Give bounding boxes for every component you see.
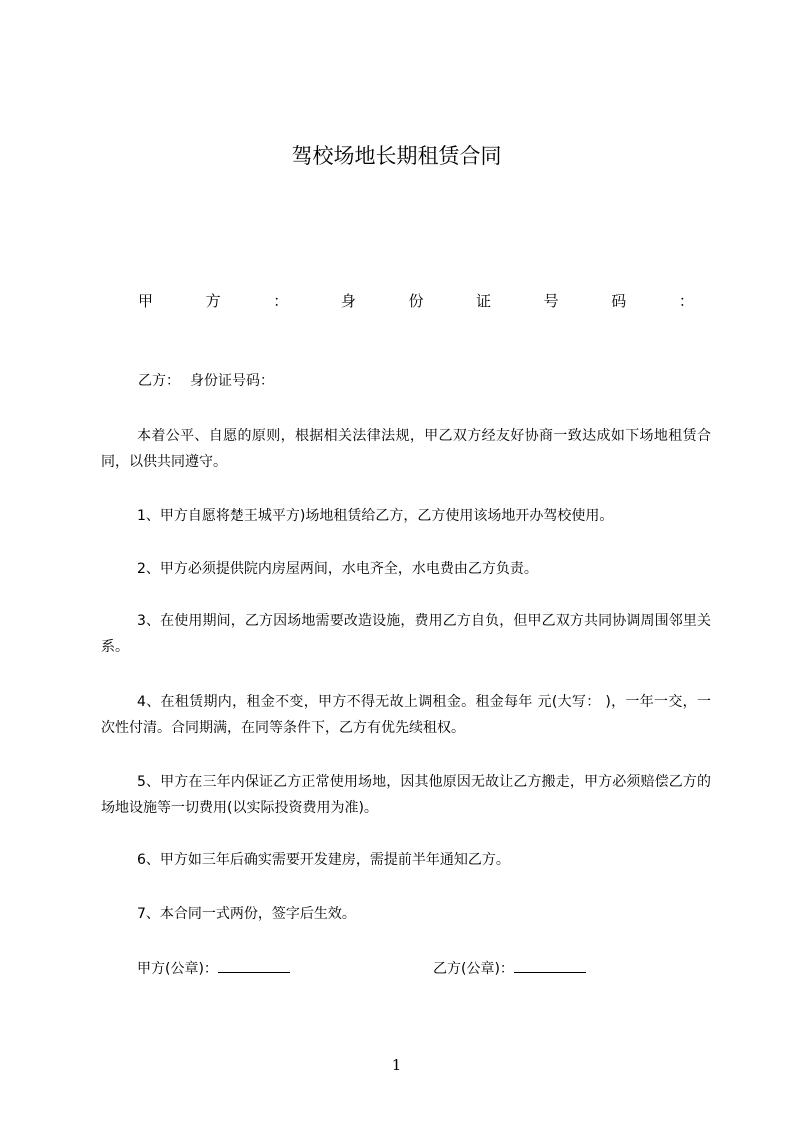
party-a-char: 份 xyxy=(408,292,424,310)
party-a-char: 证 xyxy=(476,292,492,310)
signature-a-blank xyxy=(218,958,290,973)
party-a-char: 甲 xyxy=(138,292,154,310)
clause-6: 6、甲方如三年后确实需要开发建房，需提前半年通知乙方。 xyxy=(137,852,510,868)
clause-5: 5、甲方在三年内保证乙方正常使用场地，因其他原因无故让乙方搬走，甲方必须赔偿乙方的场地设施等一切费用(以实际投资费用为准)。 xyxy=(101,774,711,816)
party-a-char: ： xyxy=(678,292,694,310)
document-title: 驾校场地长期租赁合同 xyxy=(291,144,502,168)
clause-7: 7、本合同一式两份，签字后生效。 xyxy=(137,906,356,922)
clause-3: 3、在使用期间，乙方因场地需要改造设施，费用乙方自负，但甲乙双方共同协调周围邻里关系。 xyxy=(101,613,711,655)
clause-1: 1、甲方自愿将楚王城平方)场地租赁给乙方，乙方使用该场地开办驾校使用。 xyxy=(137,508,614,524)
signature-party-b xyxy=(433,958,586,979)
party-b-label: 乙方： xyxy=(138,373,180,389)
signature-b-blank xyxy=(514,958,586,973)
signature-a-label: 甲方(公章)： xyxy=(137,961,218,977)
page-number: 1 xyxy=(391,1056,402,1074)
party-b-line xyxy=(138,371,274,391)
signature-party-a xyxy=(137,958,290,979)
party-a-char: 方 xyxy=(205,292,221,310)
party-a-char: 身 xyxy=(340,292,356,310)
intro-paragraph: 本着公平、自愿的原则，根据相关法律法规，甲乙双方经友好协商一致达成如下场地租赁合同，以供共同遵守。 xyxy=(101,428,711,470)
signature-b-label: 乙方(公章)： xyxy=(433,961,514,977)
party-a-char: 码 xyxy=(611,292,627,310)
party-b-id-label: 身份证号码： xyxy=(190,373,274,389)
clause-2: 2、甲方必须提供院内房屋两间，水电齐全，水电费由乙方负责。 xyxy=(137,561,538,577)
party-a-line xyxy=(138,291,694,311)
party-a-char: 号 xyxy=(543,292,559,310)
clause-4: 4、在租赁期内，租金不变，甲方不得无故上调租金。租金每年 元(大写： )，一年一交，一次性付清。合同期满，在同等条件下，乙方有优先续租权。 xyxy=(101,694,711,736)
party-a-char: ： xyxy=(273,292,289,310)
